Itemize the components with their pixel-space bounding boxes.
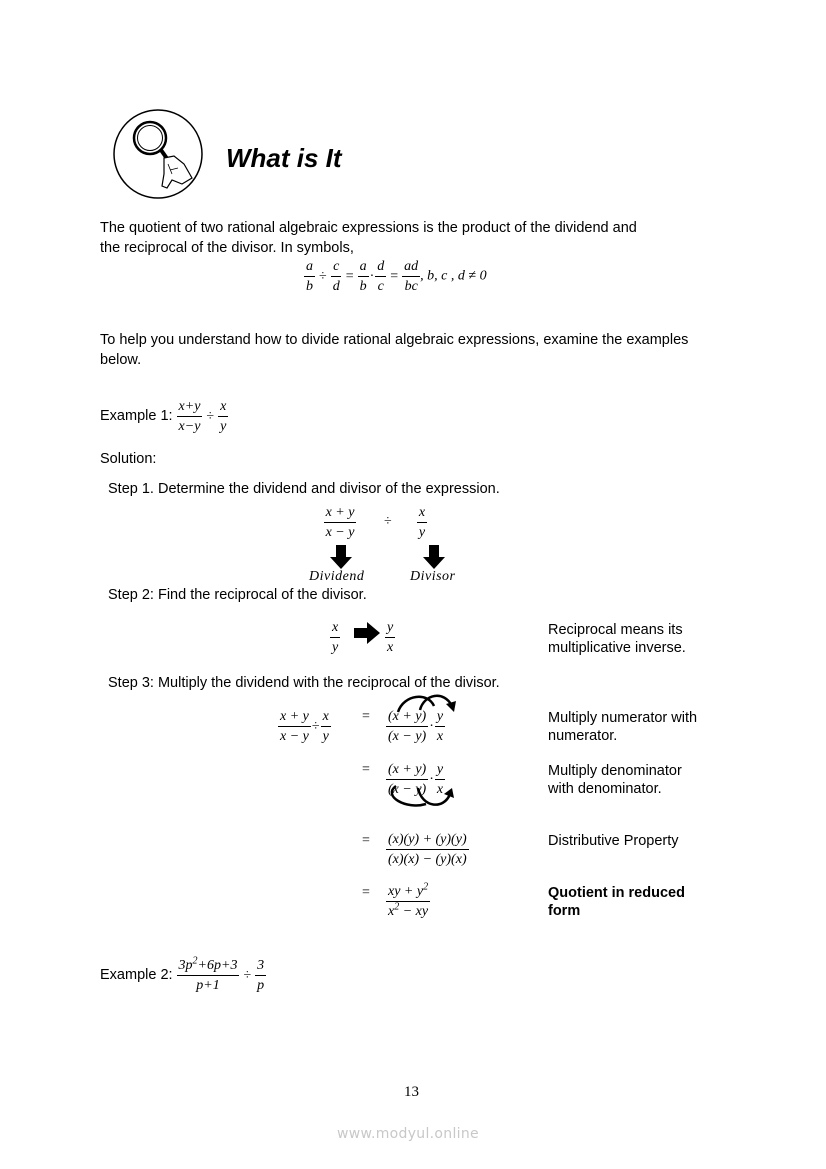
division-rule-formula: $\frac{a}{b}$ ÷ $\frac{c}{d}$ = $\frac{a}{b}$ · $\frac{d}{c}$ = $\frac{ad}{bc}$ , b, c , d ≠ 0 (306, 259, 487, 294)
magnifying-glass-icon (112, 108, 204, 200)
section-title: What is It (226, 143, 342, 173)
help-line-1: To help you understand how to divide rational algebraic expressions, examine the examples (100, 332, 689, 348)
intro-line-2: the reciprocal of the divisor. In symbols, (100, 240, 354, 256)
step3-row-3-note: Distributive Property (548, 833, 679, 849)
equals-sign: = (362, 885, 370, 900)
example-2-label: Example 2: (100, 967, 173, 983)
example-1-label: Example 1: (100, 408, 173, 424)
divisor-fraction: $\frac{x}{y}$ (418, 505, 426, 540)
step-1-text: Step 1. Determine the dividend and divisor of the expression. (108, 481, 500, 497)
reciprocal-to: $\frac{y}{x}$ (387, 620, 394, 655)
example-1-heading: Example 1: $\frac{x+y}{x-y}$ ÷ $\frac{x}{y}$ (100, 399, 227, 434)
step3-row-2-note: Multiply denominator with denominator. (548, 763, 682, 797)
step3-lhs: $\frac{x + y}{x - y}$ ÷ $\frac{x}{y}$ (280, 709, 329, 744)
step-3-text: Step 3: Multiply the dividend with the reciprocal of the divisor. (108, 675, 500, 691)
step1-divide-sign: ÷ (384, 514, 392, 529)
step3-row-2-expr: $\frac{(x + y)}{(x - y)}$ · $\frac{y}{x}$ (388, 762, 444, 797)
magnifier-illustration (112, 108, 204, 200)
intro-line-1: The quotient of two rational algebraic expressions is the product of the dividend and (100, 220, 637, 236)
step3-row-4-note: Quotient in reduced form (548, 885, 685, 919)
dividend-fraction: $\frac{x + y}{x - y}$ (325, 505, 355, 540)
equals-sign: = (362, 762, 370, 777)
dividend-label: Dividend (309, 569, 365, 584)
curved-arrow-denominators-icon (386, 784, 462, 810)
right-arrow-icon (354, 622, 380, 644)
curved-arrow-numerators-icon (392, 692, 462, 714)
down-arrow-icon (330, 545, 352, 569)
equals-sign: = (362, 833, 370, 848)
step3-row-1-note: Multiply numerator with numerator. (548, 710, 698, 744)
reciprocal-note: Reciprocal means its multiplicative inverse. (548, 622, 686, 656)
solution-label: Solution: (100, 451, 157, 467)
step3-row-3-expr: $\frac{(x)(y) + (y)(y)}{(x)(x) - (y)(x)}$ (388, 832, 467, 867)
equals-sign: = (362, 709, 370, 724)
footer-watermark: www.modyul.online (337, 1126, 479, 1142)
down-arrow-icon (423, 545, 445, 569)
step3-row-4-expr: $\frac{xy + y^2}{x^2 - xy}$ (388, 881, 429, 919)
help-line-2: below. (100, 352, 142, 368)
divisor-label: Divisor (410, 569, 456, 584)
step3-row-1-expr: $\frac{(x + y)}{(x - y)}$ · $\frac{y}{x}$ (388, 709, 444, 744)
step-2-text: Step 2: Find the reciprocal of the divisor. (108, 587, 367, 603)
reciprocal-from: $\frac{x}{y}$ (332, 620, 339, 655)
example-2-heading: Example 2: $\frac{3p^2+6p+3}{p+1}$ ÷ $\frac{3}{p}$ (100, 955, 265, 993)
page-number: 13 (404, 1084, 419, 1100)
